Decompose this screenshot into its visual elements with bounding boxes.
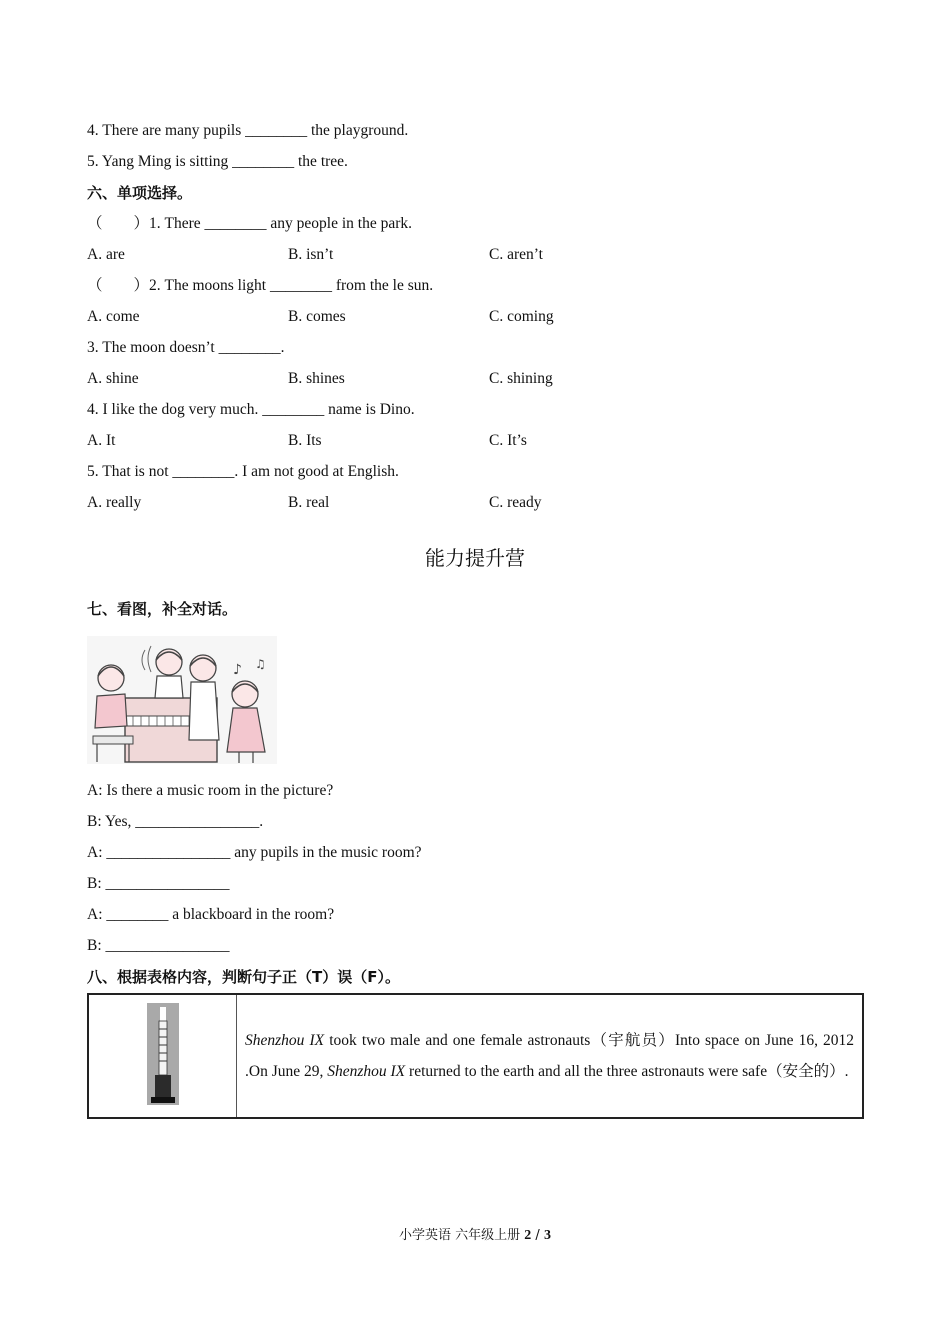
option-c: C. aren’t [489, 246, 543, 263]
option-a: A. It [87, 432, 116, 449]
option-b: B. Its [288, 432, 322, 449]
section-heading: 六、单项选择。 [87, 184, 193, 202]
option-a: A. are [87, 246, 125, 263]
ship-name: Shenzhou IX [327, 1063, 406, 1080]
info-text [237, 994, 864, 1118]
dialogue-line: A: ________ a blackboard in the room? [87, 906, 335, 923]
option-b: B. real [288, 494, 330, 511]
rocket-image [147, 1003, 179, 1105]
info-text-part: returned to the earth and all the three astronauts were safe（安全的）. [405, 1063, 849, 1080]
dialogue-line: B: ________________ [87, 937, 230, 954]
rocket-image-cell [88, 994, 237, 1118]
info-text-part: took two male and one female astronauts（宇航员）Into space on June 16, 2012 .On June 29, [245, 1032, 855, 1080]
music-room-illustration [87, 636, 277, 764]
svg-text:♪: ♪ [233, 662, 242, 678]
question-text: 3. The moon doesn’t ________. [87, 339, 285, 356]
question-text: 4. There are many pupils ________ the playground. [87, 122, 409, 139]
question-text: （ ）2. The moons light ________ from the le sun. [87, 277, 434, 294]
question-text: 5. Yang Ming is sitting ________ the tree. [87, 153, 348, 170]
page-number: 2 [524, 1228, 532, 1243]
question-text: 4. I like the dog very much. ________ name is Dino. [87, 401, 415, 418]
svg-text:♫: ♫ [255, 657, 266, 671]
dialogue-line: B: Yes, ________________. [87, 813, 264, 830]
option-b: B. comes [288, 308, 346, 325]
ship-name: Shenzhou IX [245, 1032, 325, 1049]
section-title: 能力提升营 [425, 546, 525, 570]
option-c: C. It’s [489, 432, 527, 449]
question-text: 5. That is not ________. I am not good at English. [87, 463, 399, 480]
option-b: B. shines [288, 370, 345, 387]
option-c: C. coming [489, 308, 554, 325]
option-c: C. shining [489, 370, 553, 387]
dialogue-line: B: ________________ [87, 875, 230, 892]
section-heading: 八、根据表格内容，判断句子正（T）误（F）。 [87, 968, 400, 986]
option-c: C. ready [489, 494, 542, 511]
question-text: （ ）1. There ________ any people in the park. [87, 215, 412, 232]
page-footer [0, 1226, 950, 1246]
option-a: A. come [87, 308, 140, 325]
option-b: B. isn’t [288, 246, 334, 263]
info-table [87, 993, 864, 1119]
page-separator: / [531, 1228, 544, 1243]
dialogue-line: A: Is there a music room in the picture? [87, 782, 334, 799]
option-a: A. really [87, 494, 142, 511]
option-a: A. shine [87, 370, 139, 387]
section-heading: 七、看图，补全对话。 [87, 600, 238, 618]
page-total: 3 [543, 1228, 551, 1243]
footer-label: 小学英语 六年级上册 [399, 1228, 525, 1243]
dialogue-line: A: ________________ any pupils in the music room? [87, 844, 422, 861]
